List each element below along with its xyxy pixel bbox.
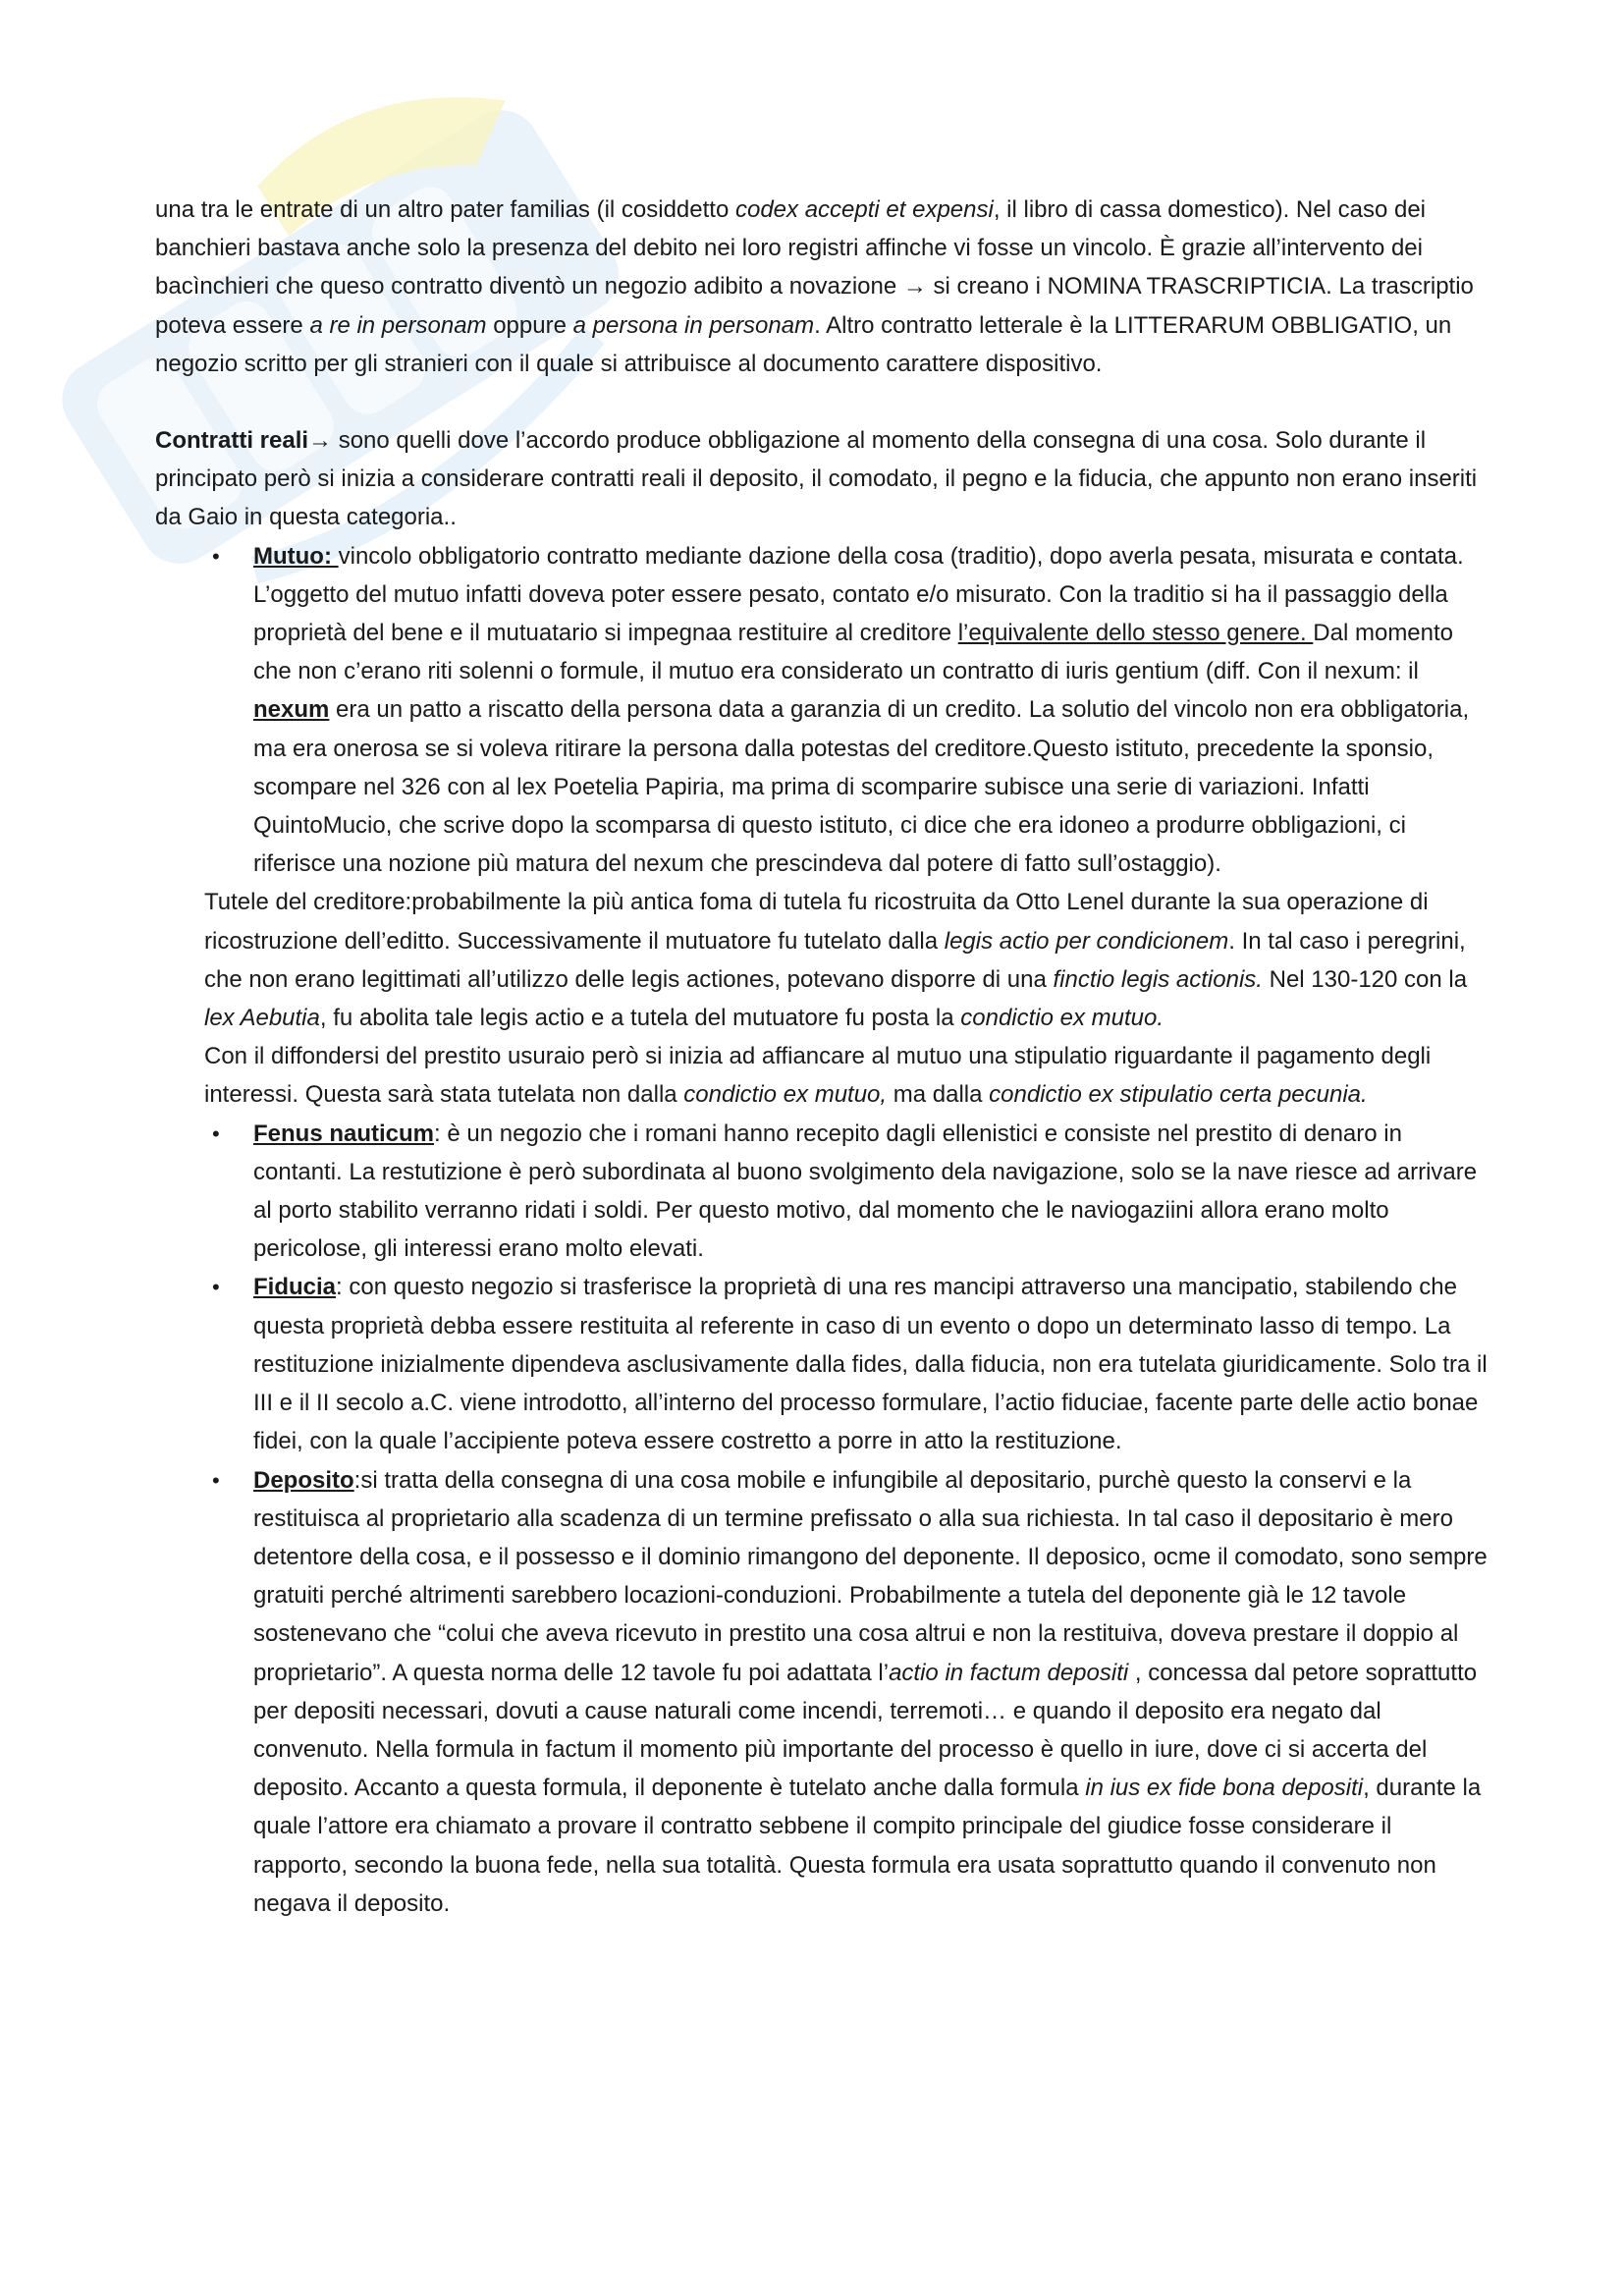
paragraph-tutele [155, 883, 1490, 1037]
italic-term: lex Aebutia [204, 1005, 320, 1032]
text: :si tratta della consegna di una cosa mobile e infungibile al depositario, purchè questo la conservi e la restituisca al proprietario alla scadenza di un termine prefissato o alla sua richiesta. In tal caso il depositario è mero detentore della cosa, e il possesso e il dominio rimangono del deponente. Il deposico, ocme il comodato, sono sempre gratuiti perché altrimenti sarebbero locazioni-conduzioni. Probabilmente a tutela del deponente già le 12 tavole sostenevano che “colui che aveva ricevuto in prestito una cosa altrui e non la restituiva, doveva prestare il doppio al proprietario”. A questa norma delle 12 tavole fu poi adattata l’ [253, 1466, 1488, 1686]
list-item-deposito [155, 1461, 1490, 1923]
text: : con questo negozio si trasferisce la proprietà di una res mancipi attraverso una mancipatio, stabilendo che questa proprietà debba essere restituita al referente in caso di un evento o dopo un determinato lasso di tempo. La restituzione inizialmente dipendeva asclusivamente dalla fides, dalla fiducia, non era tutelata giuridicamente. Solo tra il III e il II secolo a.C. viene introdotto, all’interno del processo formulare, l’actio fiduciae, facente parte delle actio bonae fidei, con la quale l’accipiente poteva essere costretto a porre in atto la restituzione. [253, 1274, 1488, 1455]
text-body [155, 191, 1490, 1923]
arrow-icon: → [308, 427, 333, 455]
section-title: Contratti reali [155, 427, 309, 455]
italic-term: actio in factum depositi [889, 1659, 1129, 1686]
text: . In tal caso i peregrini, che non erano legittimati all’utilizzo delle legis actiones, potevano disporre di una [204, 927, 1466, 993]
text: Nel 130-120 con la [1262, 965, 1468, 993]
text: ma dalla [887, 1081, 990, 1109]
text: oppure [486, 311, 573, 339]
italic-term: finctio legis actionis. [1053, 965, 1263, 993]
text: : è un negozio che i romani hanno recepito dagli ellenistici e consiste nel prestito di denaro in contanti. La restutizione è però subordinata al buono svolgimento dela navigazione, solo se la nave riesce ad arrivare al porto stabilito verranno ridati i soldi. Per questo motivo, dal momento che le naviogaziini allora erano molto pericolose, gli interessi erano molto elevati. [253, 1120, 1478, 1263]
italic-term: condictio ex mutuo, [683, 1081, 888, 1109]
item-title: Fenus nauticum [253, 1120, 435, 1147]
bullet-list [155, 1115, 1490, 1923]
italic-term: in ius ex fide bona depositi [1085, 1775, 1364, 1802]
underlined-text: l’equivalente dello stesso genere. [957, 620, 1314, 647]
bold-term: nexum [253, 696, 330, 724]
text: , durante la quale l’attore era chiamato a provare il contratto sebbene il compito principale del giudice fosse considerare il rapporto, secondo la buona fede, nella sua totalità. Questa formula era usata soprattutto quando il convenuto non negava il deposito. [253, 1775, 1482, 1917]
spacer [155, 383, 1490, 421]
arrow-icon: → [902, 273, 927, 301]
text: una tra le entrate di un altro pater familias (il cosiddetto [155, 196, 735, 223]
bullet-icon: • [212, 1467, 220, 1493]
text: Con il diffondersi del prestito usuraio però si inizia ad affiancare al mutuo una stipulatio riguardante il pagamento degli interessi. Questa sarà stata tutelata non dalla [204, 1043, 1432, 1109]
bullet-icon: • [212, 1275, 220, 1300]
paragraph-prestito [155, 1037, 1490, 1114]
italic-term: condictio ex mutuo. [960, 1005, 1164, 1032]
list-item-mutuo [155, 537, 1490, 884]
bullet-icon: • [212, 1121, 220, 1146]
italic-term: legis actio per condicionem [944, 927, 1229, 955]
text: . Altro contratto letterale è la LITTERARUM OBBLIGATIO, un negozio scritto per gli stranieri con il quale si attribuisce al documento carattere dispositivo. [155, 311, 1452, 377]
text: , il libro di cassa domestico). Nel caso dei banchieri bastava anche solo la presenza del debito nei loro registri affinche vi fosse un vincolo. È grazie all’intervento dei bacìnchieri che queso contratto diventò un negozio adibito a novazione [155, 196, 1426, 301]
italic-term: a re in personam [309, 311, 487, 339]
text: sono quelli dove l’accordo produce obbligazione al momento della consegna di una cosa. Solo durante il principato però si inizia a considerare contratti reali il deposito, il comodato, il pegno e la fiducia, che appunto non erano inseriti da Gaio in questa categoria.. [155, 427, 1478, 531]
text: si creano i NOMINA TRASCRIPTICIA. La trascriptio poteva essere [155, 273, 1474, 339]
text: vincolo obbligatorio contratto mediante dazione della cosa (traditio), dopo averla pesata, misurata e contata. L’oggetto del mutuo infatti doveva poter essere pesato, contato e/o misurato. Con la traditio si ha il passaggio della proprietà del bene e il mutuatario si impegnaa restituire al creditore [253, 542, 1464, 647]
item-title: Mutuo: [253, 542, 339, 570]
bullet-icon: • [212, 543, 220, 569]
text: era un patto a riscatto della persona data a garanzia di un credito. La solutio del vincolo non era obbligatoria, ma era onerosa se si voleva ritirare la persona dalla potestas del creditore.Questo istituto, precedente la sponsio, scompare nel 326 con al lex Poetelia Papiria, ma prima di scomparire subisce una serie di variazioni. Infatti QuintoMucio, che scrive dopo la scomparsa di questo istituto, ci dice che era idoneo a produrre obbligazioni, ci riferisce una nozione più matura del nexum che prescindeva dal potere di fatto sull’ostaggio). [253, 696, 1470, 878]
item-title: Fiducia [253, 1274, 337, 1301]
text: , concessa dal petore soprattutto per depositi necessari, dovuti a cause naturali come incendi, terremoti… e quando il deposito era negato dal convenuto. Nella formula in factum il momento più importante del processo è quello in iure, dove ci si accerta del deposito. Accanto a questa formula, il deponente è tutelato anche dalla formula [253, 1659, 1478, 1802]
list-item-fenus [155, 1115, 1490, 1269]
italic-term: a persona in personam [572, 311, 815, 339]
item-title: Deposito [253, 1466, 354, 1494]
paragraph-contratti-reali [155, 421, 1490, 537]
paragraph-litterarum [155, 191, 1490, 383]
italic-term: codex accepti et expensi [734, 196, 994, 223]
text: , fu abolita tale legis actio e a tutela del mutuatore fu posta la [319, 1005, 961, 1032]
italic-term: condictio ex stipulatio certa pecunia. [989, 1081, 1368, 1109]
text: Tutele del creditore:probabilmente la più antica foma di tutela fu ricostruita da Otto Lenel durante la sua operazione di ricostruzione dell’editto. Successivamente il mutuatore fu tutelato dalla [204, 889, 1429, 955]
text: Dal momento che non c’erano riti solenni o formule, il mutuo era considerato un contratto di iuris gentium (diff. Con il nexum: il [253, 620, 1454, 685]
bullet-list-mutuo [155, 537, 1490, 884]
list-item-fiducia [155, 1268, 1490, 1460]
